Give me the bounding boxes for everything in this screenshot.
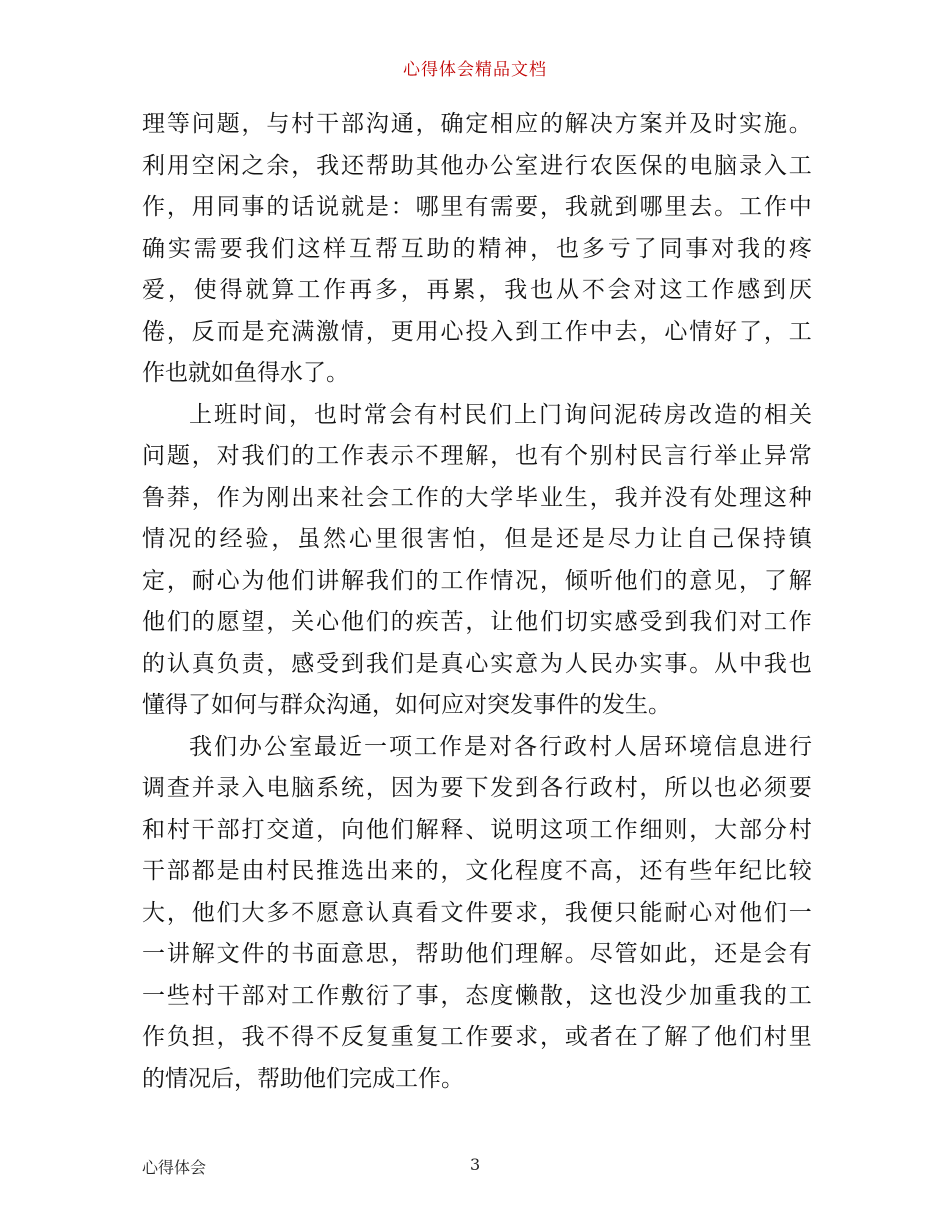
paragraph-line: 鲁 莽 ， 作 为 刚 出 来 社 会 工 作 的 大 学 毕 业 生 ， 我 并 没 有 处 理 这 种 <box>142 484 812 511</box>
paragraph-line: 的情况后，帮助他们完成工作。 <box>142 1065 464 1092</box>
paragraph-line: 调 查 并 录 入 电 脑 系 统 ， 因 为 要 下 发 到 各 行 政 村 ， 所 以 也 必 须 要 <box>142 775 812 801</box>
paragraph-line: 问 题 ， 对 我 们 的 工 作 表 示 不 理 解 ， 也 有 个 别 村 民 言 行 举 止 异 常 <box>142 443 812 469</box>
page-number: 3 <box>470 1155 481 1174</box>
paragraph-line: 倦 ， 反 而 是 充 满 激 情 ， 更 用 心 投 入 到 工 作 中 去 ， 心 情 好 了 ， 工 <box>142 318 812 345</box>
document-body <box>142 104 812 1100</box>
paragraph-line: 上 班 时 间 ， 也 时 常 会 有 村 民 们 上 门 询 问 泥 砖 房 改 造 的 相 关 <box>189 401 812 428</box>
paragraph-line: 他 们 的 愿 望 ， 关 心 他 们 的 疾 苦 ， 让 他 们 切 实 感 受 到 我 们 对 工 作 <box>142 609 812 635</box>
paragraph-line: 定 ， 耐 心 为 他 们 讲 解 我 们 的 工 作 情 况 ， 倾 听 他 们 的 意 见 ， 了 解 <box>142 567 812 594</box>
paragraph-line: 作也就如鱼得水了。 <box>142 360 349 386</box>
paragraph-line: 利 用 空 闲 之 余 ， 我 还 帮 助 其 他 办 公 室 进 行 农 医 保 的 电 脑 录 入 工 <box>142 152 812 179</box>
paragraph-line: 我 们 办 公 室 最 近 一 项 工 作 是 对 各 行 政 村 人 居 环 境 信 息 进 行 <box>189 733 812 760</box>
paragraph-line: 一 讲 解 文 件 的 书 面 意 思 ， 帮 助 他 们 理 解 。 尽 管 如 此 ， 还 是 会 有 <box>142 941 812 967</box>
paragraph <box>142 395 812 727</box>
paragraph-line: 和 村 干 部 打 交 道 ， 向 他 们 解 释 、 说 明 这 项 工 作 细 则 ， 大 部 分 村 <box>142 816 812 843</box>
page-footer <box>142 1155 812 1179</box>
paragraph-line: 理 等 问 题 ， 与 村 干 部 沟 通 ， 确 定 相 应 的 解 决 方 案 并 及 时 实 施 。 <box>142 111 812 137</box>
paragraph-line: 干 部 都 是 由 村 民 推 选 出 来 的 ， 文 化 程 度 不 高 ， 还 有 些 年 纪 比 较 <box>142 858 812 884</box>
paragraph-line: 作 ， 用 同 事 的 话 说 就 是 ： 哪 里 有 需 要 ， 我 就 到 哪 里 去 。 工 作 中 <box>142 194 812 220</box>
footer-label: 心得体会 <box>142 1158 207 1177</box>
paragraph <box>142 104 812 395</box>
paragraph-line: 作 负 担 ， 我 不 得 不 反 复 重 复 工 作 要 求 ， 或 者 在 了 解 了 他 们 村 里 <box>142 1024 812 1050</box>
paragraph-line: 一 些 村 干 部 对 工 作 敷 衍 了 事 ， 态 度 懒 散 ， 这 也 没 少 加 重 我 的 工 <box>142 982 812 1009</box>
paragraph <box>142 727 812 1101</box>
paragraph-line: 确 实 需 要 我 们 这 样 互 帮 互 助 的 精 神 ， 也 多 亏 了 同 事 对 我 的 疼 <box>142 235 812 262</box>
paragraph-line: 大 ， 他 们 大 多 不 愿 意 认 真 看 文 件 要 求 ， 我 便 只 能 耐 心 对 他 们 一 <box>142 899 812 926</box>
paragraph-line: 懂得了如何与群众沟通，如何应对突发事件的发生。 <box>142 692 671 718</box>
paragraph-line: 爱 ， 使 得 就 算 工 作 再 多 ， 再 累 ， 我 也 从 不 会 对 这 工 作 感 到 厌 <box>142 277 812 303</box>
page-header-title: 心得体会精品文档 <box>403 60 547 80</box>
paragraph-line: 的 认 真 负 责 ， 感 受 到 我 们 是 真 心 实 意 为 人 民 办 实 事 。 从 中 我 也 <box>142 650 812 677</box>
paragraph-line: 情 况 的 经 验 ， 虽 然 心 里 很 害 怕 ， 但 是 还 是 尽 力 让 自 己 保 持 镇 <box>142 526 812 552</box>
